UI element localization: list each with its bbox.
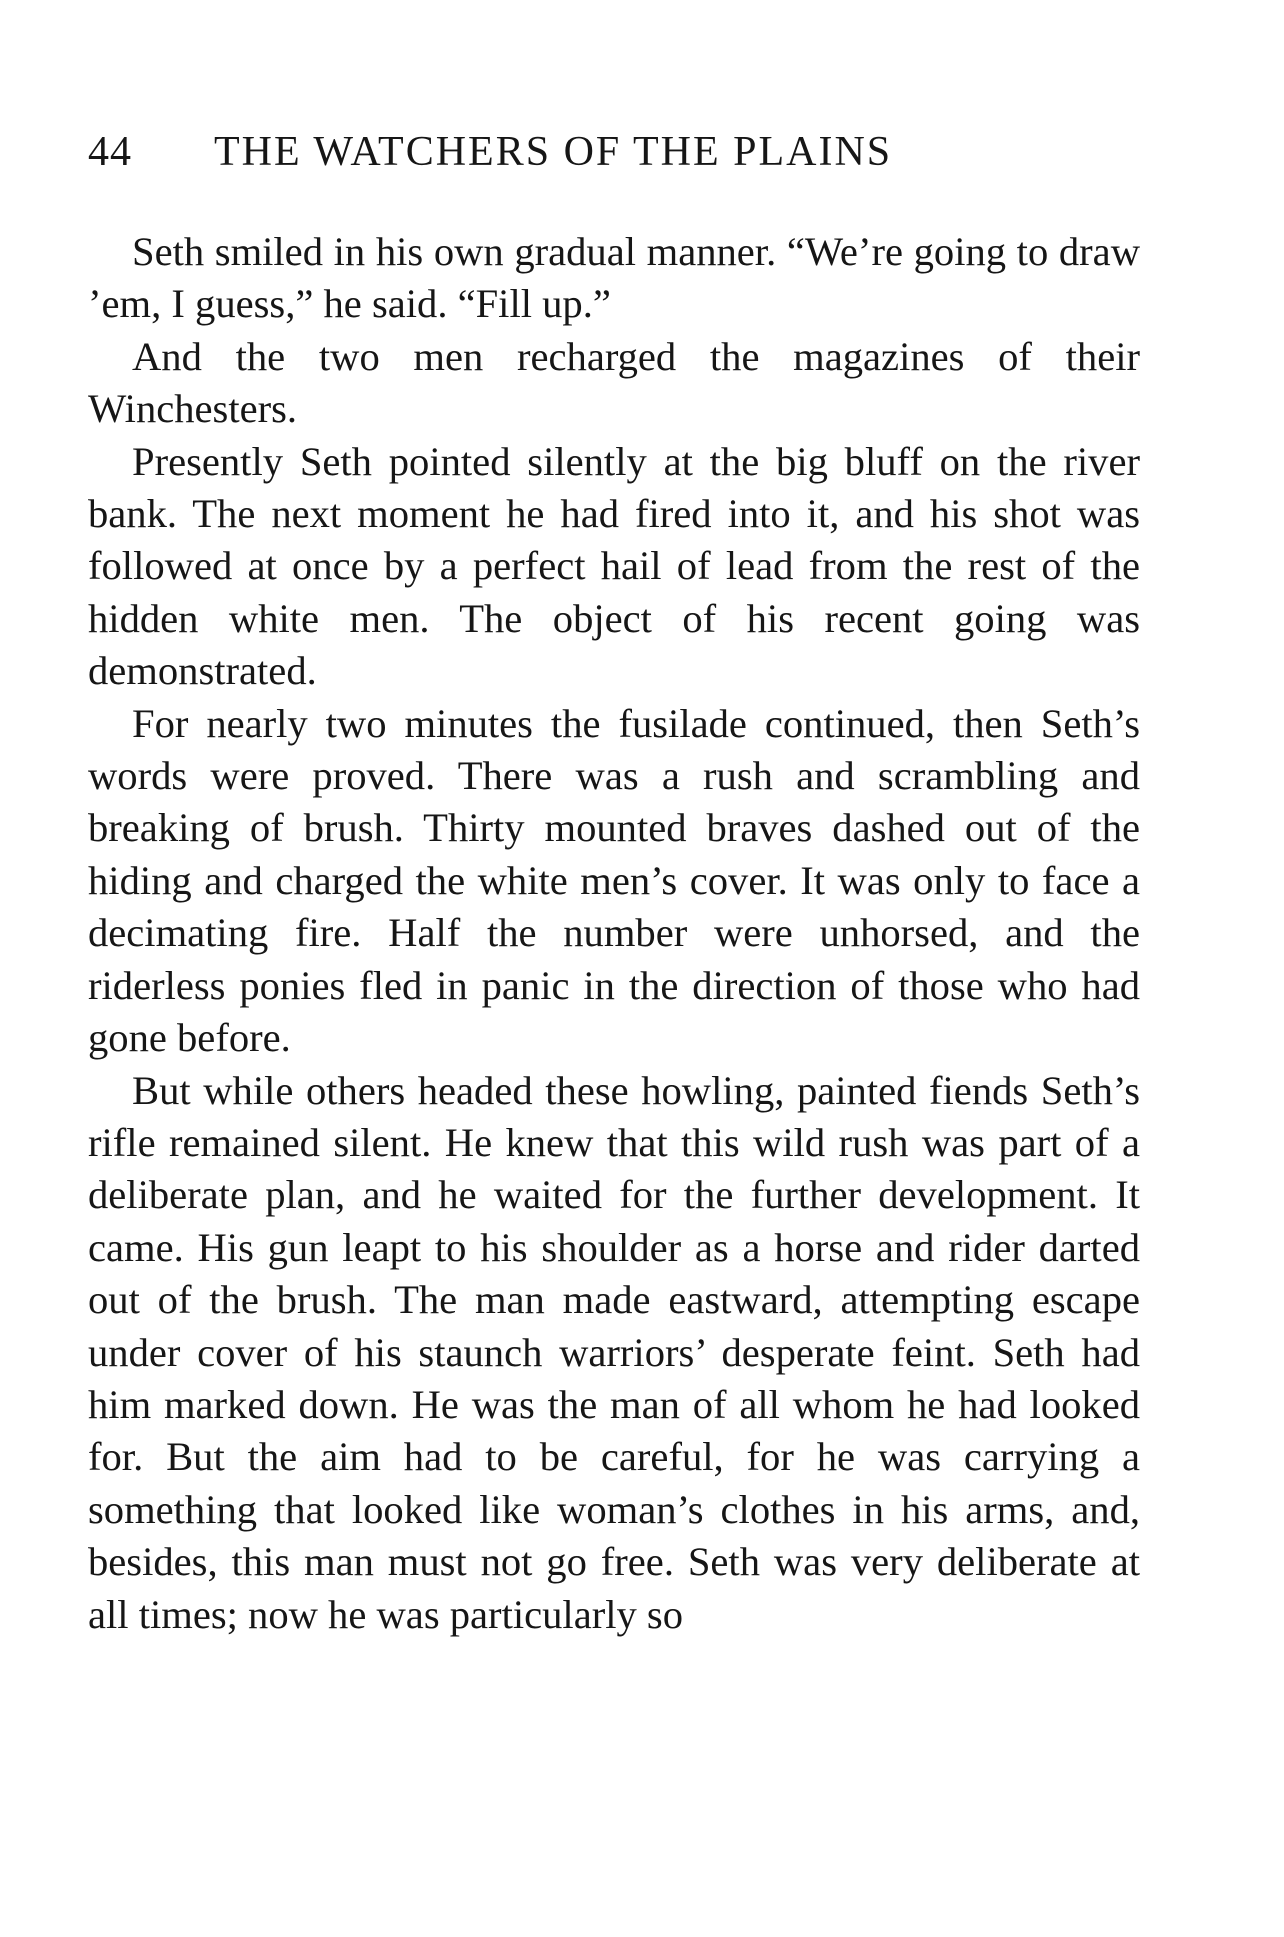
paragraph: Presently Seth pointed silently at the big bluff on the river bank. The next moment he had fired into it, and his shot was followed at once by a perfect hail of lead from the rest of the hidden white men. The object of his recent going was demonstrated. [88,438,1140,694]
running-title: THE WATCHERS OF THE PLAINS [214,129,893,175]
paragraph: And the two men recharged the magazines of their Winchesters. [88,333,1140,432]
running-head [88,118,1140,182]
paragraph: For nearly two minutes the fusilade continued, then Seth’s words were proved. There was a rush and scrambling and breaking of brush. Thirty mounted braves dashed out of the hiding and charged the white men’s cover. It was only to face a decimating fire. Half the number were unhorsed, and the riderless ponies fled in panic in the direction of those who had gone before. [88,700,1140,1061]
book-page [88,118,1140,1641]
body-text [88,226,1140,1641]
paragraph: But while others headed these howling, painted fiends Seth’s rifle remained silent. He knew that this wild rush was part of a deliberate plan, and he waited for the further development. It came. His gun leapt to his shoulder as a horse and rider darted out of the brush. The man made eastward, attempting escape under cover of his staunch warriors’ desperate feint. Seth had him marked down. He was the man of all whom he had looked for. But the aim had to be careful, for he was carrying a something that looked like woman’s clothes in his arms, and, besides, this man must not go free. Seth was very deliberate at all times; now he was particularly so [88,1067,1140,1637]
page-number: 44 [88,129,132,175]
paragraph: Seth smiled in his own gradual manner. “We’re going to draw ’em, I guess,” he said. “Fill up.” [88,229,1140,327]
